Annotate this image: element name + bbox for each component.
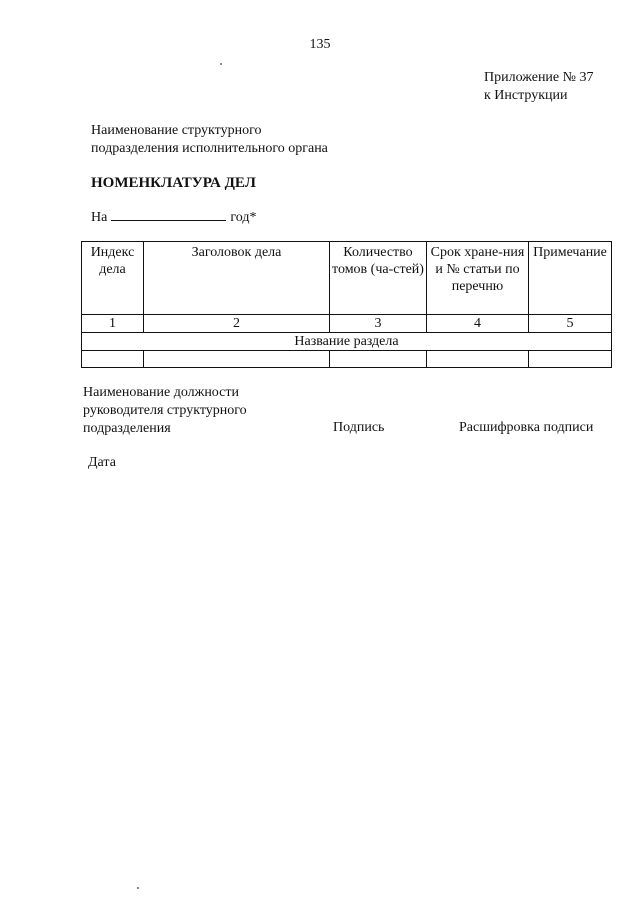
- empty-cell: [529, 351, 612, 368]
- header-volumes: Количество томов (ча-стей): [330, 242, 427, 315]
- section-name: Название раздела: [82, 333, 612, 351]
- header-retention: Срок хране-ния и № статьи по перечню: [427, 242, 529, 315]
- header-index: Индекс дела: [82, 242, 144, 315]
- column-number-row: [82, 315, 612, 333]
- column-number: 1: [82, 315, 144, 333]
- column-number: 4: [427, 315, 529, 333]
- page-number: 135: [309, 37, 331, 52]
- appendix-reference: [484, 69, 594, 105]
- empty-cell: [330, 351, 427, 368]
- table-header-row: [82, 242, 612, 315]
- column-number: 5: [529, 315, 612, 333]
- date-label: Дата: [88, 455, 116, 470]
- unit-name-line-1: Наименование структурного: [91, 123, 262, 138]
- section-row: [82, 333, 612, 351]
- document-title: НОМЕНКЛАТУРА ДЕЛ: [91, 175, 256, 191]
- signer-line-3: подразделения: [83, 421, 171, 436]
- header-title: Заголовок дела: [144, 242, 330, 315]
- empty-cell: [144, 351, 330, 368]
- signer-line-2: руководителя структурного: [83, 403, 247, 418]
- signer-position: [83, 384, 247, 438]
- year-prefix: На: [91, 210, 108, 225]
- header-note: Примечание: [529, 242, 612, 315]
- appendix-line-1: Приложение № 37: [484, 70, 594, 85]
- unit-name-block: [91, 122, 328, 158]
- empty-cell: [427, 351, 529, 368]
- scan-speck: [137, 887, 139, 889]
- nomenclature-table: [81, 241, 612, 368]
- empty-cell: [82, 351, 144, 368]
- scan-speck: [220, 63, 222, 65]
- year-suffix: год*: [230, 210, 257, 225]
- unit-name-line-2: подразделения исполнительного органа: [91, 141, 328, 156]
- year-blank-field: [111, 207, 226, 221]
- appendix-line-2: к Инструкции: [484, 88, 568, 103]
- signature-decode-label: Расшифровка подписи: [459, 420, 594, 435]
- signer-line-1: Наименование должности: [83, 385, 239, 400]
- signature-label: Подпись: [333, 420, 385, 435]
- column-number: 3: [330, 315, 427, 333]
- year-line: [91, 207, 256, 226]
- empty-row: [82, 351, 612, 368]
- column-number: 2: [144, 315, 330, 333]
